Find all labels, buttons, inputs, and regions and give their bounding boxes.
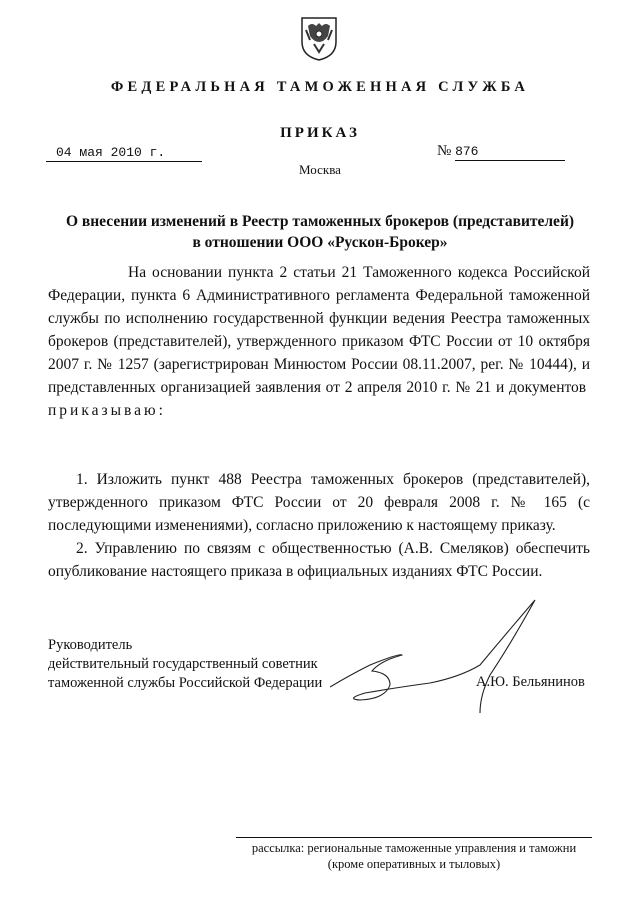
coat-of-arms-emblem <box>298 12 340 62</box>
clause-2: 2. Управлению по связям с общественностью (А.В. Смеляков) обеспечить опубликование настоящего приказа в официальных изданиях ФТС России. <box>48 540 590 580</box>
order-number <box>437 143 565 161</box>
position-line: Руководитель <box>48 637 133 653</box>
distribution-line: (кроме оперативных и тыловых) <box>327 857 501 871</box>
position-line: таможенной службы Российской Федерации <box>48 675 323 691</box>
order-date: 04 мая 2010 г. <box>46 145 202 162</box>
preamble-text: На основании пункта 2 статьи 21 Таможенного кодекса Российской Федерации, пункта 6 Административного регламента Федеральной таможенной службы по исполнению государственной функции ведения Реестра таможенных брокеров (представителей), утвержденного приказом ФТС России от 10 октября 2007 г. № 1257 (зарегистрирован Минюстом России 08.11.2007, рег. № 10444), и представленных организацией заявления от 2 апреля 2010 г. № 21 и документов <box>48 264 590 396</box>
agency-name: ФЕДЕРАЛЬНАЯ ТАМОЖЕННАЯ СЛУЖБА <box>110 79 530 95</box>
handwritten-signature <box>330 595 560 715</box>
clause-1: 1. Изложить пункт 488 Реестра таможенных брокеров (представителей), утвержденного приказом ФТС России от 20 февраля 2008 г. № 165 (с последующими изменениями), согласно приложению к настоящему приказу. <box>48 471 590 534</box>
number-label: № <box>437 143 452 159</box>
document-type: ПРИКАЗ <box>280 125 360 141</box>
signatory-position <box>48 636 322 693</box>
subject-line: О внесении изменений в Реестр таможенных брокеров (представителей) <box>65 213 575 230</box>
subject-line: в отношении ООО «Рускон-Брокер» <box>192 234 448 251</box>
position-line: действительный государственный советник <box>48 656 318 672</box>
order-word: приказываю: <box>48 402 166 419</box>
distribution-line: рассылка: региональные таможенные управления и таможни <box>251 841 577 855</box>
signatory-name: А.Ю. Бельянинов <box>476 674 585 690</box>
distribution-list <box>236 837 592 872</box>
order-subject <box>0 211 640 253</box>
city: Москва <box>299 162 341 177</box>
preamble-paragraph <box>48 261 590 422</box>
number-value: 876 <box>455 144 565 161</box>
